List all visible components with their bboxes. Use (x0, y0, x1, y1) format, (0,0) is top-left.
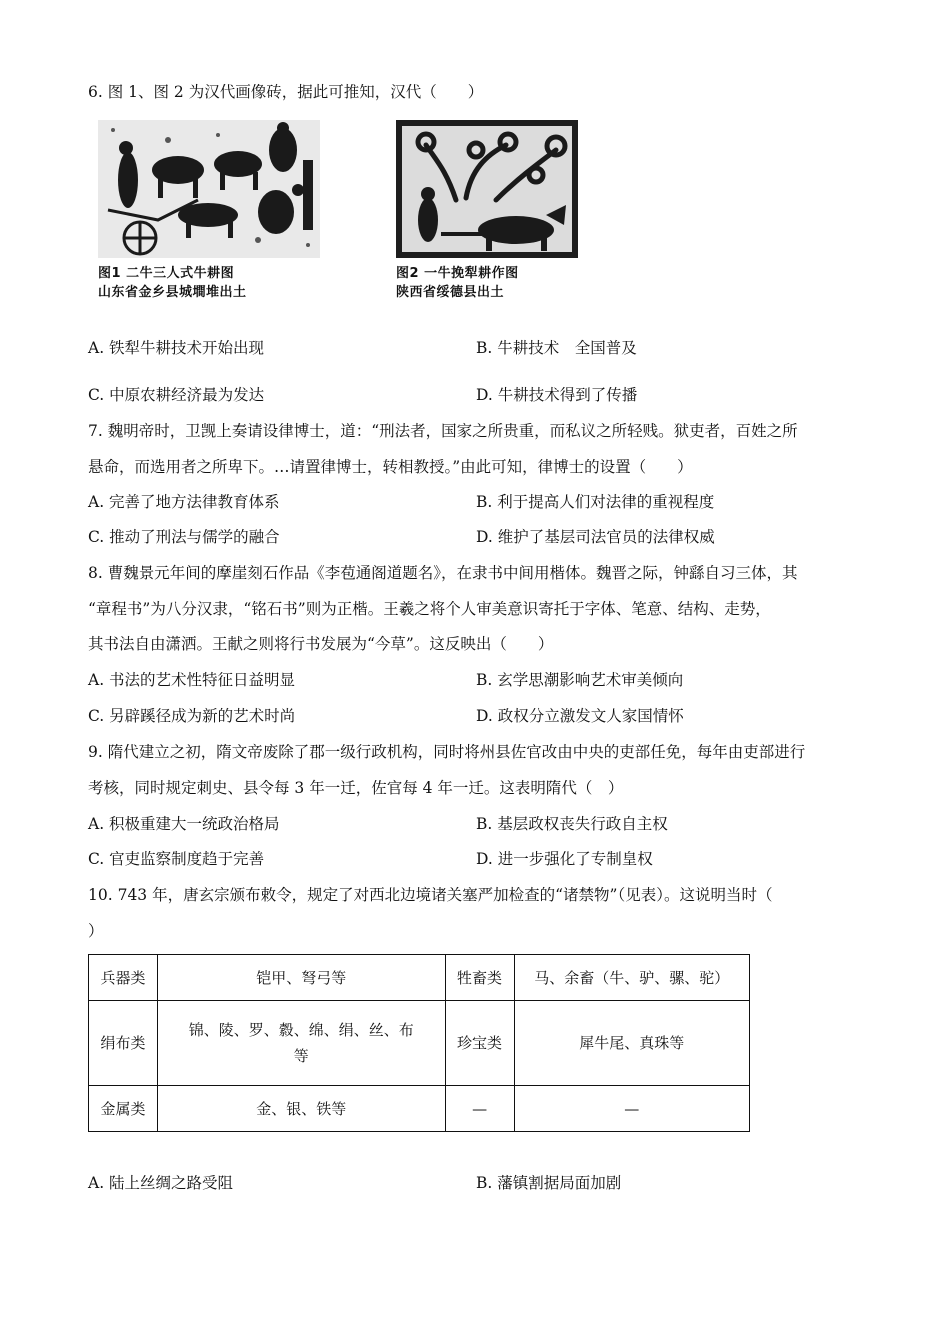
q7-stem-line-1: 7. 魏明帝时，卫觊上奏请设律博士，道：“刑法者，国家之所贵重，而私议之所轻贱。狱吏者，百姓之所 (88, 422, 798, 440)
figure-2-source: 陕西省绥德县出土 (396, 285, 505, 300)
q10-option-b[interactable]: B. 藩镇割据局面加剧 (476, 1174, 622, 1192)
q10-stem-line-1: 10. 743 年，唐玄宗颁布敕令，规定了对西北边境诸关塞严加检查的“诸禁物”（见表）。这说明当时（ (88, 886, 773, 904)
q7-option-a[interactable]: A. 完善了地方法律教育体系 (88, 493, 280, 511)
table-cell: 金属类 (89, 1086, 158, 1132)
q7-option-b[interactable]: B. 利于提高人们对法律的重视程度 (476, 493, 715, 511)
table-row (89, 1086, 750, 1132)
figure-2 (396, 120, 578, 302)
q8-option-d[interactable]: D. 政权分立激发文人家国情怀 (476, 707, 684, 725)
q7-option-d[interactable]: D. 维护了基层司法官员的法律权威 (476, 528, 715, 546)
q6-option-c[interactable]: C. 中原农耕经济最为发达 (88, 386, 265, 404)
q7-option-c[interactable]: C. 推动了刑法与儒学的融合 (88, 528, 280, 546)
q8-stem-line-2: “章程书”为八分汉隶，“铭石书”则为正楷。王羲之将个人审美意识寄托于字体、笔意、结构、走势， (88, 600, 771, 618)
table-cell: 马、余畜（牛、驴、骡、驼） (514, 955, 749, 1001)
table-cell: 绢布类 (89, 1001, 158, 1086)
figure-1 (98, 120, 320, 302)
table-cell: 铠甲、弩弓等 (158, 955, 445, 1001)
q8-stem-line-3: 其书法自由潇洒。王献之则将行书发展为“今草”。这反映出（ ） (88, 635, 554, 653)
table-cell: — (445, 1086, 514, 1132)
table-row (89, 955, 750, 1001)
q10-stem-line-2: ） (88, 922, 104, 940)
q6-option-a[interactable]: A. 铁犁牛耕技术开始出现 (88, 339, 265, 357)
figure-1-title: 图1 二牛三人式牛耕图 (98, 266, 235, 281)
q6-option-d[interactable]: D. 牛耕技术得到了传播 (476, 386, 638, 404)
table-cell-line: 等 (293, 1047, 309, 1065)
q8-stem-line-1: 8. 曹魏景元年间的摩崖刻石作品《李苞通阁道题名》，在隶书中间用楷体。魏晋之际，钟繇自习三体，其 (88, 564, 798, 582)
figure-2-title: 图2 一牛挽犁耕作图 (396, 266, 519, 281)
q8-option-a[interactable]: A. 书法的艺术性特征日益明显 (88, 671, 296, 689)
ox-plowing-image-1 (98, 120, 320, 258)
q9-stem-line-1: 9. 隋代建立之初，隋文帝废除了郡一级行政机构，同时将州县佐官改由中央的吏部任免，每年由吏部进行 (88, 743, 806, 761)
table-row (89, 1001, 750, 1086)
q10-option-a[interactable]: A. 陆上丝绸之路受阻 (88, 1174, 234, 1192)
q9-option-d[interactable]: D. 进一步强化了专制皇权 (476, 850, 653, 868)
table-cell: 牲畜类 (445, 955, 514, 1001)
q9-option-c[interactable]: C. 官吏监察制度趋于完善 (88, 850, 265, 868)
q9-option-a[interactable]: A. 积极重建大一统政治格局 (88, 815, 280, 833)
q8-option-b[interactable]: B. 玄学思潮影响艺术审美倾向 (476, 671, 684, 689)
table-cell: 兵器类 (89, 955, 158, 1001)
table-cell: 珍宝类 (445, 1001, 514, 1086)
table-cell: 犀牛尾、真珠等 (514, 1001, 749, 1086)
ox-plowing-image-2 (396, 120, 578, 258)
q9-option-b[interactable]: B. 基层政权丧失行政自主权 (476, 815, 668, 833)
q9-stem-line-2: 考核，同时规定刺史、县令每 3 年一迁，佐官每 4 年一迁。这表明隋代（ ） (88, 779, 624, 797)
q7-stem-line-2: 悬命，而选用者之所卑下。…请置律博士，转相教授。”由此可知，律博士的设置（ ） (88, 458, 693, 476)
q8-option-c[interactable]: C. 另辟蹊径成为新的艺术时尚 (88, 707, 296, 725)
table-cell: — (514, 1086, 749, 1132)
q6-stem: 6. 图 1、图 2 为汉代画像砖，据此可推知，汉代（ ） (88, 83, 484, 101)
table-cell: 金、银、铁等 (158, 1086, 445, 1132)
figure-2-caption (396, 264, 578, 302)
table-cell (158, 1001, 445, 1086)
figure-1-caption (98, 264, 320, 302)
forbidden-goods-table (88, 954, 750, 1132)
figure-1-source: 山东省金乡县城墹堆出土 (98, 285, 247, 300)
q6-option-b[interactable]: B. 牛耕技术 全国普及 (476, 339, 637, 357)
table-cell-line: 锦、陵、罗、縠、绵、绢、丝、布 (188, 1021, 414, 1039)
